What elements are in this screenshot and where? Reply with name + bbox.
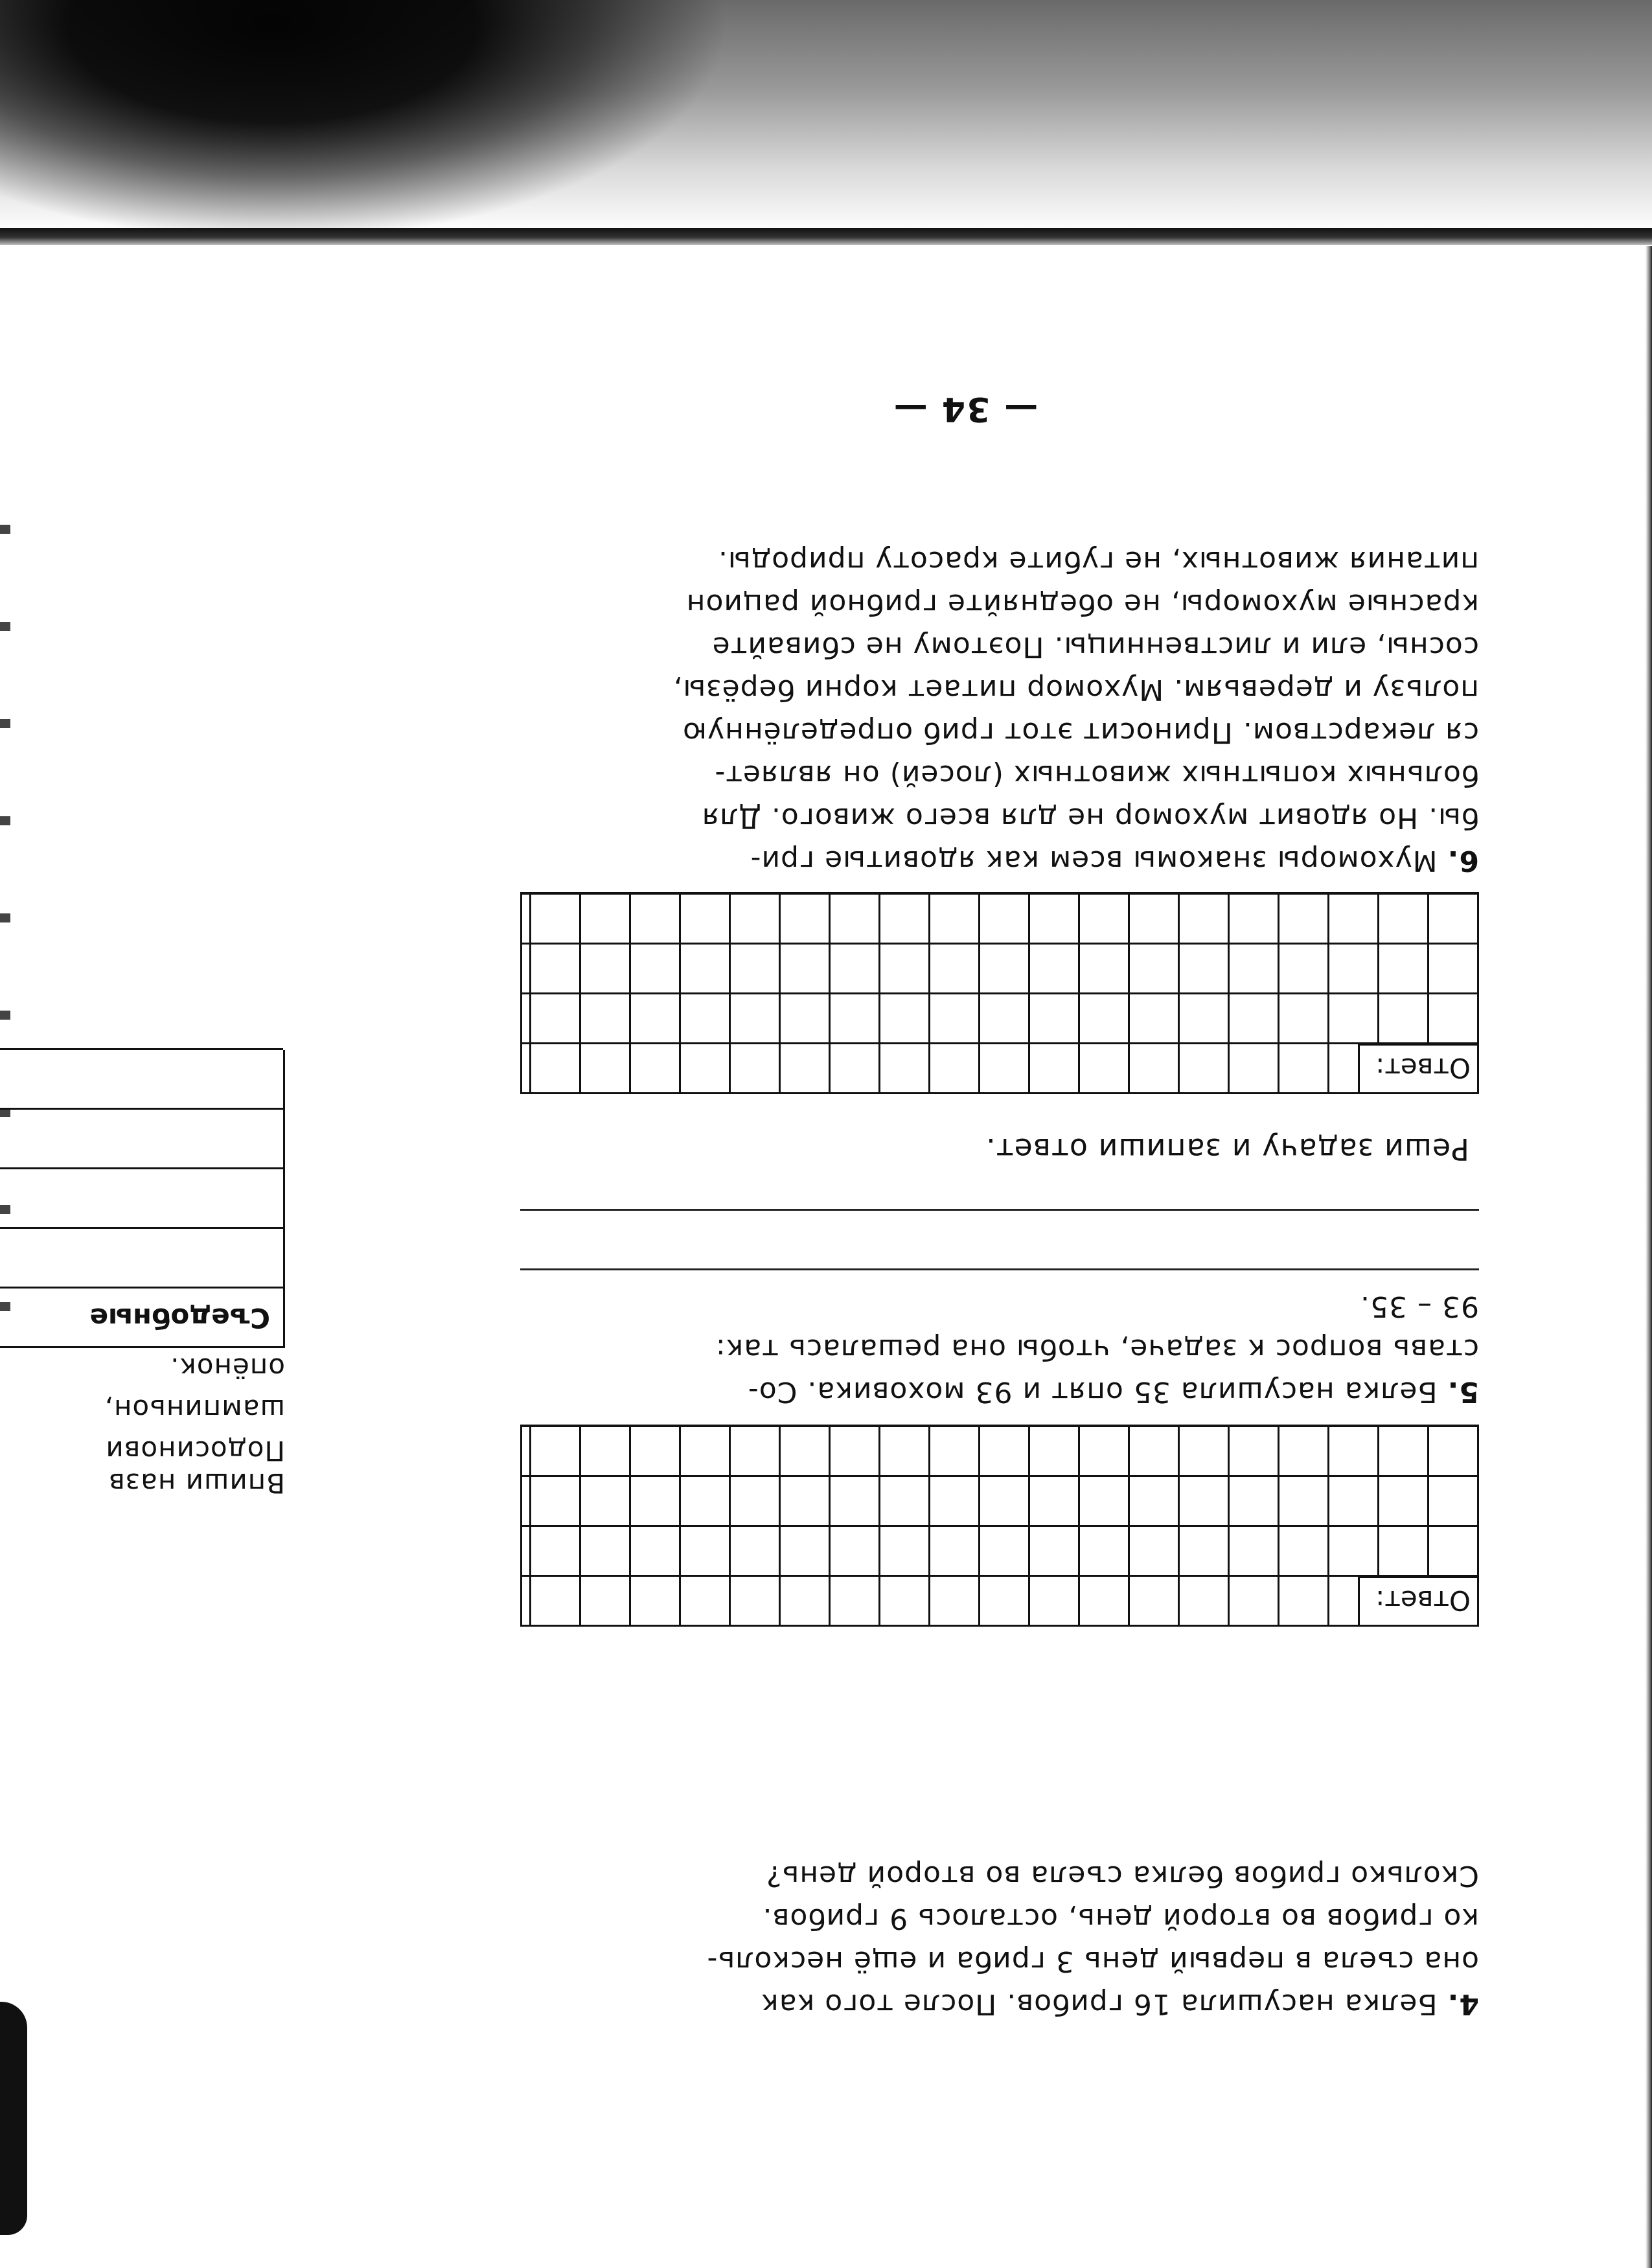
task-6-line-2: бы. Но ядовит мухомор не для всего живого. Для (701, 801, 1479, 834)
answer-grid-task-5[interactable] (520, 892, 1479, 1094)
answer-label: Ответ: (1358, 1044, 1477, 1092)
side-page-line-1: Впиши назв (108, 1467, 285, 1499)
writing-line-1[interactable] (520, 1268, 1479, 1270)
side-page-line-4: опёнок. (170, 1352, 285, 1384)
page-number: — 34 — (892, 389, 1038, 428)
side-table-row[interactable] (0, 1048, 283, 1108)
task-4 (520, 1854, 1479, 2025)
task-4-line-1: 4. Белка насушила 16 грибов. После того как (761, 1987, 1479, 2021)
task-5-line-1: 5. Белка насушила 35 опят и 93 моховика. Со- (747, 1375, 1479, 1408)
task-6-line-8: питания животных, не губите красоту природы. (718, 545, 1479, 578)
side-page-line-3: шампиньон, (104, 1393, 285, 1425)
task-5-line-2: ставь вопрос к задаче, чтобы она решалась так: (715, 1333, 1479, 1366)
side-table-row[interactable] (0, 1227, 283, 1287)
task-6-line-1: 6. Мухоморы знакомы всем как ядовитые гри- (750, 844, 1479, 877)
task-6 (520, 540, 1479, 882)
instruction: Реши задачу и запиши ответ. (985, 1132, 1469, 1167)
side-page-line-2: Подосинови (105, 1435, 285, 1467)
task-4-line-2: она съела в первый день 3 гриба и ещё несколь- (706, 1945, 1479, 1978)
task-5-number: 5. (1447, 1375, 1479, 1408)
task-6-line-4: ся лекарством. Приносит этот гриб определённую (682, 716, 1479, 749)
answer-grid-task-4[interactable] (520, 1425, 1479, 1627)
side-table-row[interactable] (0, 1108, 283, 1167)
task-6-line-5: пользу и деревьям. Мухомор питает корни берёзы, (672, 673, 1479, 706)
task-4-line-3: ко грибов во второй день, осталось 9 грибов. (762, 1902, 1479, 1935)
task-4-line-4: Сколько грибов белка съела во второй день? (766, 1859, 1479, 1892)
side-table-row[interactable] (0, 1167, 283, 1227)
task-4-number: 4. (1447, 1987, 1479, 2021)
side-page-table (0, 1050, 285, 1348)
task-6-line-6: сосны, ели и лиственницы. Поэтому не сбивайте (711, 630, 1479, 663)
task-6-line-7: красные мухоморы, не обедняйте грибной рацион (685, 588, 1479, 621)
writing-line-2[interactable] (520, 1209, 1479, 1211)
answer-label: Ответ: (1358, 1576, 1477, 1625)
task-6-number: 6. (1447, 844, 1479, 877)
task-5 (520, 1285, 1479, 1413)
task-6-line-3: больных копытных животных (лосей) он являет- (714, 759, 1479, 792)
task-5-line-3: 93 – 35. (1360, 1290, 1479, 1323)
side-table-header: Съедобные (0, 1287, 283, 1346)
